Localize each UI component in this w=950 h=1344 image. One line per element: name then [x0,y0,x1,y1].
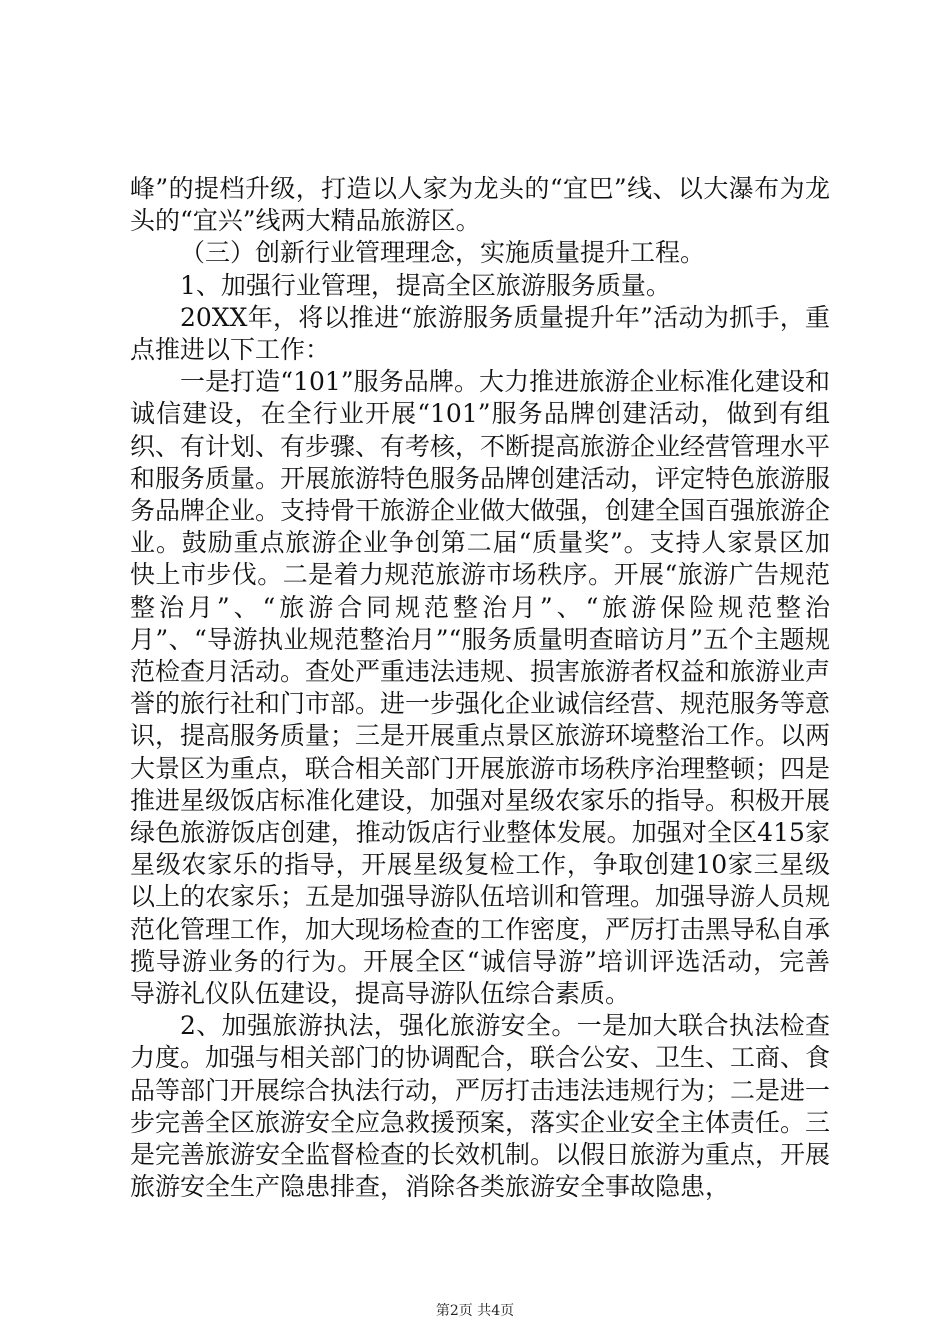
paragraph-5: 一是打造“101”服务品牌。大力推进旅游企业标准化建设和诚信建设，在全行业开展“101”服务品牌创建活动，做到有组织、有计划、有步骤、有考核，不断提高旅游企业经营管理水平和服务质量。开展旅游特色服务品牌创建活动，评定特色旅游服务品牌企业。支持骨干旅游企业做大做强，创建全国百强旅游企业。鼓励重点旅游企业争创第二届“质量奖”。支持人家景区加快上市步伐。二是着力规范旅游市场秩序。开展“旅游广告规范整治月”、“旅游合同规范整治月”、“旅游保险规范整治月”、“导游执业规范整治月”“服务质量明查暗访月”五个主题规范检查月活动。查处严重违法违规、损害旅游者权益和旅游业声誉的旅行社和门市部。进一步强化企业诚信经营、规范服务等意识，提高服务质量；三是开展重点景区旅游环境整治工作。以两大景区为重点，联合相关部门开展旅游市场秩序治理整顿；四是推进星级饭店标准化建设，加强对星级农家乐的指导。积极开展绿色旅游饭店创建，推动饭店行业整体发展。加强对全区415家星级农家乐的指导，开展星级复检工作，争取创建10家三星级以上的农家乐；五是加强导游队伍培训和管理。加强导游人员规范化管理工作，加大现场检查的工作密度，严厉打击黑导私自承揽导游业务的行为。开展全区“诚信导游”培训评选活动，完善导游礼仪队伍建设，提高导游队伍综合素质。 [130,367,831,1009]
paragraph-1: 峰”的提档升级，打造以人家为龙头的“宜巴”线、以大瀑布为龙头的“宜兴”线两大精品旅游区。 [130,174,830,236]
paragraph-6: 2、加强旅游执法，强化旅游安全。一是加大联合执法检查力度。加强与相关部门的协调配合，联合公安、卫生、工商、食品等部门开展综合执法行动，严厉打击违法违规行为；二是进一步完善全区旅游安全应急救援预案，落实企业安全主体责任。三是完善旅游安全监督检查的长效机制。以假日旅游为重点，开展旅游安全生产隐患排查，消除各类旅游安全事故隐患， [130,1011,831,1202]
page-number-footer: 第2页 共4页 [435,1303,515,1319]
paragraph-2: （三）创新行业管理理念，实施质量提升工程。 [180,238,706,268]
document-body [130,173,830,1204]
paragraph-3: 1、加强行业管理，提高全区旅游服务质量。 [180,270,671,300]
paragraph-4: 20XX年，将以推进“旅游服务质量提升年”活动为抓手，重点推进以下工作： [130,302,830,365]
